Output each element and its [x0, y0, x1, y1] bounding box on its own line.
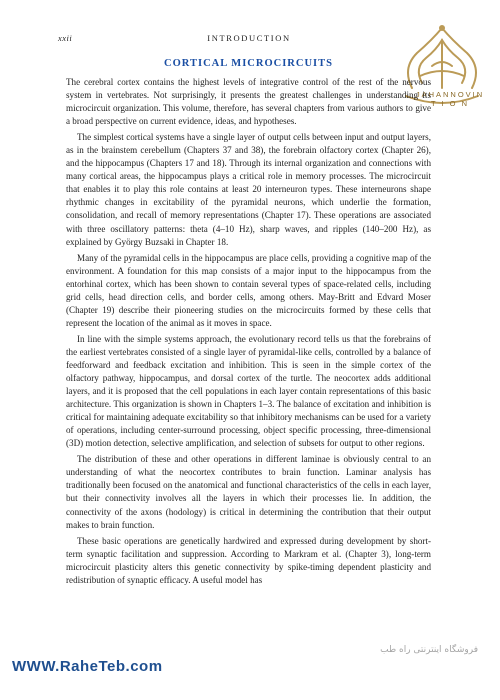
- paragraph-1: The cerebral cortex contains the highest levels of integrative control of the rest of the nervous system in vertebrates. Not surprisingly, it presents the greatest challenges in understanding its microcircuit organization. This volume, therefore, has several chapters from various authors to give a broad perspective on current evidence, ideas, and hypotheses.: [66, 77, 431, 127]
- body-text: [66, 76, 431, 666]
- paragraph-4: In line with the simple systems approach, the evolutionary record tells us that the forebrains of the earliest vertebrates consisted of a single layer of pyramidal-like cells, controlled by a balance of feedforward and feedback excitation and inhibition. This is seen in the simple cortex of the olfactory pathway, hippocampus, and dorsal cortex of the turtle. The neocortex adds additional layers, and it is proposed that the cell populations in each layer contain representations of this basic architecture. This organization is shown in Chapters 1–3. The balance of excitation and inhibition is critical for maintaining adequate excitability so that inhibitory mechanisms can be used for a variety of operations, including center-surround processing, object specific processing, three-dimensional (3D) motion detection, selective amplification, and selection of subsets for output to other regions.: [66, 333, 431, 449]
- logo-name: JAHANNOVIN: [415, 90, 485, 99]
- paragraph-5: The distribution of these and other operations in different laminae is obviously central to an understanding of what the neocortex contributes to brain function. Laminar analysis has traditionally been focused on the anatomical and functional characteristics of the cells in each layer, but their connectivity involves all the layers in which their processes lie. In addition, the connectivity of the axons (hodology) is critical in determining the contribution that their output makes to brain function.: [66, 454, 431, 530]
- paragraph-6: These basic operations are genetically hardwired and expressed during development by short-term synaptic facilitation and suppression. According to Markram et al. (Chapter 3), long-term microcircuit plasticity alters this genetic connectivity by spike-timing dependent plasticity and redistribution of synaptic efficacy. A useful model has: [66, 535, 431, 585]
- paragraph-3: Many of the pyramidal cells in the hippocampus are place cells, providing a cognitive map of the environment. A foundation for this map consists of a major input to the hippocampus from the entorhinal cortex, which has been shown to contain several types of space-related cells, including grid cells, head direction cells, and border cells, among others. May-Britt and Edvard Moser (Chapter 19) describe their pioneering studies on the microcircuits formed by these cells that represent the location of the animal as it moves in space.: [66, 252, 431, 328]
- watermark: [8, 645, 492, 687]
- page-number: xxii: [58, 33, 73, 43]
- watermark-url[interactable]: WWW.RaheTeb.com: [12, 658, 163, 675]
- watermark-persian: فروشگاه اینترنتی راه طب: [380, 645, 478, 655]
- logo-tagline: T I O N: [430, 99, 470, 108]
- section-title: CORTICAL MICROCIRCUITS: [164, 58, 333, 69]
- paragraph-2: The simplest cortical systems have a single layer of output cells between input and output layers, as in the brainstem cerebellum (Chapters 37 and 38), the forebrain olfactory cortex (Chapter 26), and the hippocampus (Chapters 17 and 18). Through its internal organization and connections with many cortical areas, the hippocampus plays a critical role in memory processes. The microcircuit that enables it to play this role contains at least 20 interneuron types. These interneurons shape rhythmic changes in excitability of the pyramidal neurons, which underlie the formation, consolidation, and recall of memory representations (Chapter 17). These operations are associated with three oscillatory patterns: theta (4–10 Hz), sharp waves, and ripples (140–200 Hz), as explained by György Buzsaki in Chapter 18.: [66, 132, 431, 247]
- running-head: INTRODUCTION: [207, 33, 291, 43]
